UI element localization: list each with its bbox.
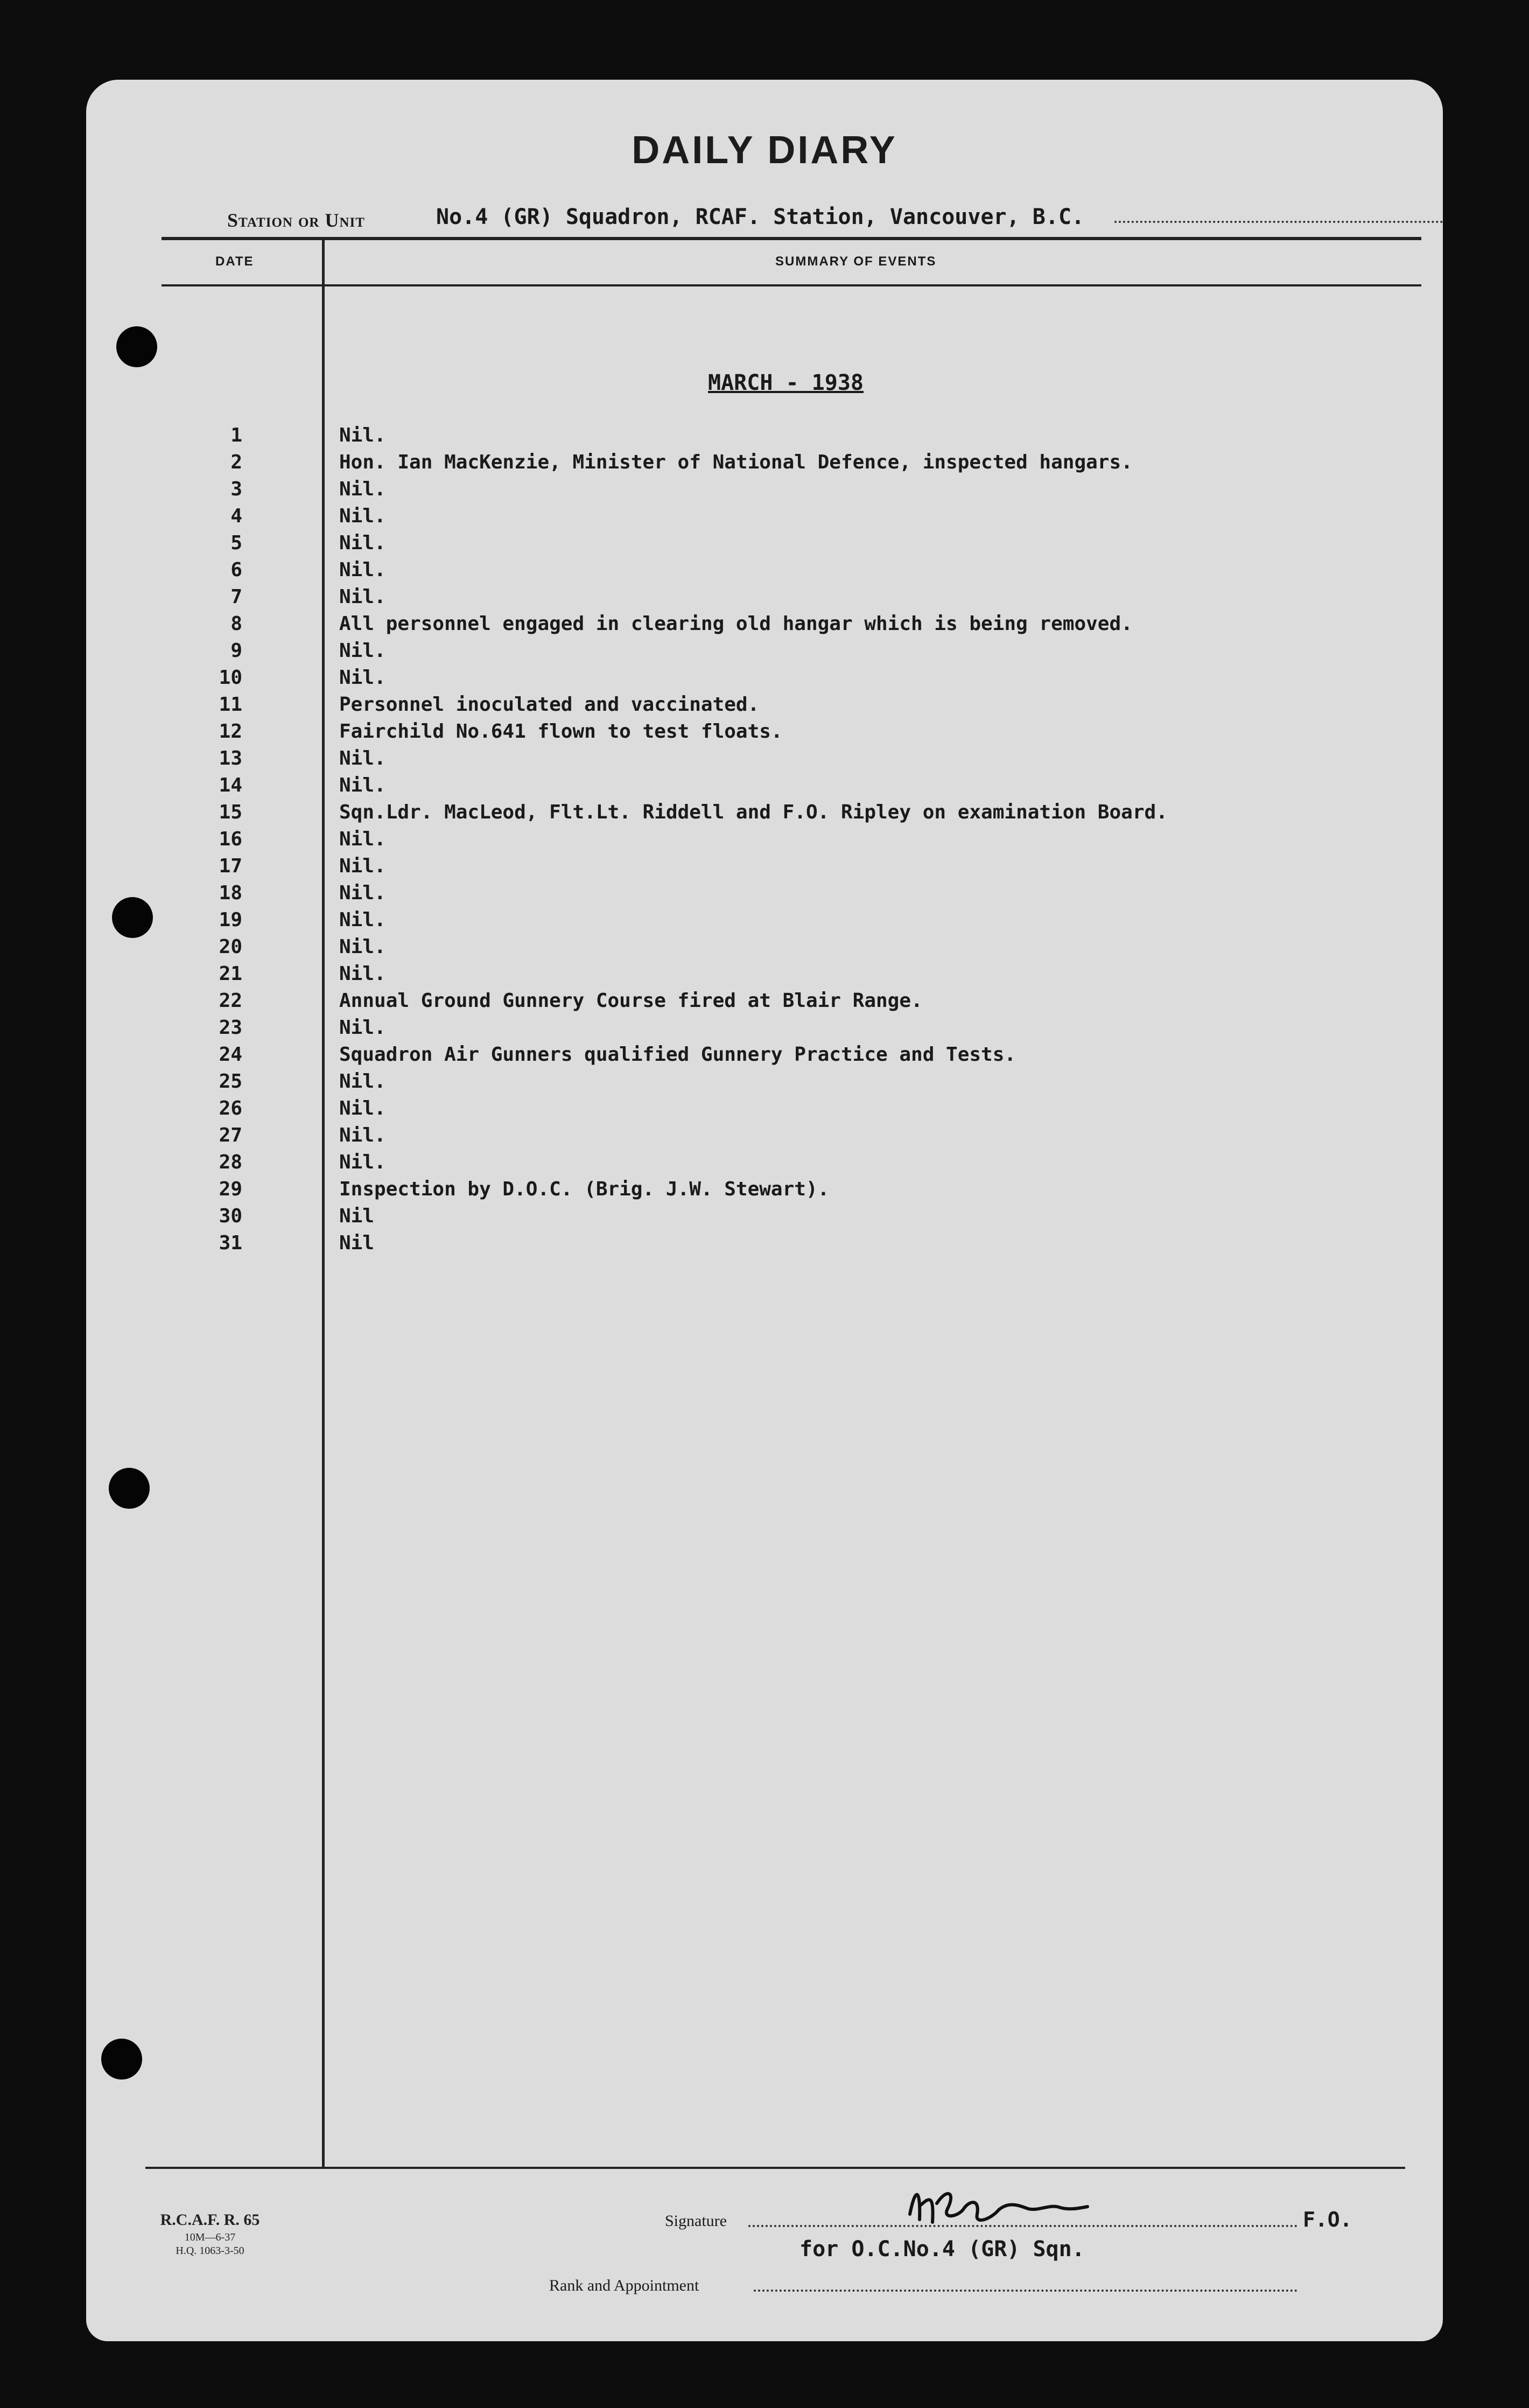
entry-text: Nil. [339, 747, 386, 769]
entry-date: 21 [219, 963, 242, 985]
entry-date: 29 [219, 1178, 242, 1200]
summary-column-header: SUMMARY OF EVENTS [775, 254, 937, 269]
entry-text: Nil. [339, 559, 386, 581]
diary-entry [86, 532, 1443, 559]
entry-text: Nil [339, 1232, 375, 1254]
entry-text: Nil. [339, 855, 386, 877]
entry-text: Hon. Ian MacKenzie, Minister of National Defence, inspected hangars. [339, 451, 1133, 473]
punch-hole [101, 2039, 142, 2080]
station-dotted-line [1114, 221, 1443, 223]
entry-text: Nil. [339, 882, 386, 904]
diary-entry [86, 936, 1443, 963]
entry-date: 28 [219, 1151, 242, 1173]
diary-entry [86, 1232, 1443, 1259]
print-code: 10M—6-37 [184, 2231, 236, 2243]
entry-text: Nil. [339, 478, 386, 500]
signature-for-line: for O.C.No.4 (GR) Sqn. [799, 2237, 1085, 2262]
entry-date: 10 [219, 667, 242, 689]
entry-date: 7 [230, 586, 242, 608]
diary-entry [86, 640, 1443, 667]
diary-entry [86, 559, 1443, 586]
diary-entry [86, 694, 1443, 720]
entry-text: Nil. [339, 828, 386, 850]
entry-text: Nil [339, 1205, 375, 1227]
diary-entry [86, 586, 1443, 613]
diary-entry [86, 801, 1443, 828]
entry-date: 5 [230, 532, 242, 554]
entry-date: 18 [219, 882, 242, 904]
diary-entry [86, 855, 1443, 882]
diary-entry [86, 909, 1443, 936]
diary-entry [86, 963, 1443, 990]
footer-rule [145, 2167, 1405, 2169]
entry-date: 25 [219, 1070, 242, 1093]
diary-entry [86, 720, 1443, 747]
diary-entry [86, 1151, 1443, 1178]
entry-date: 12 [219, 720, 242, 743]
entry-text: Nil. [339, 936, 386, 958]
entry-date: 17 [219, 855, 242, 877]
diary-entry [86, 613, 1443, 640]
diary-entry [86, 424, 1443, 451]
header-rule-bottom [162, 284, 1421, 286]
entry-date: 9 [230, 640, 242, 662]
punch-hole [109, 1468, 150, 1509]
entry-date: 27 [219, 1124, 242, 1146]
page-title: DAILY DIARY [632, 129, 897, 172]
entry-text: Squadron Air Gunners qualified Gunnery Practice and Tests. [339, 1044, 1016, 1066]
diary-entry [86, 505, 1443, 532]
entry-text: Sqn.Ldr. MacLeod, Flt.Lt. Riddell and F.O. Ripley on examination Board. [339, 801, 1168, 823]
header-rule-top [162, 237, 1421, 240]
entry-text: Personnel inoculated and vaccinated. [339, 694, 760, 716]
entry-text: Nil. [339, 1017, 386, 1039]
station-value: No.4 (GR) Squadron, RCAF. Station, Vancouver, B.C. [436, 205, 1085, 229]
diary-entry [86, 990, 1443, 1017]
rank-appointment-label: Rank and Appointment [549, 2277, 699, 2294]
diary-entry [86, 1205, 1443, 1232]
diary-entry [86, 774, 1443, 801]
entry-date: 13 [219, 747, 242, 769]
entry-text: Nil. [339, 1151, 386, 1173]
entry-text: Nil. [339, 963, 386, 985]
entry-text: Nil. [339, 774, 386, 796]
entry-text: Inspection by D.O.C. (Brig. J.W. Stewart). [339, 1178, 830, 1200]
diary-entry [86, 1070, 1443, 1097]
entry-text: Nil. [339, 424, 386, 446]
month-heading: MARCH - 1938 [708, 370, 864, 395]
entry-text: Nil. [339, 505, 386, 527]
diary-entry [86, 451, 1443, 478]
entry-text: All personnel engaged in clearing old hangar which is being removed. [339, 613, 1133, 635]
entry-text: Nil. [339, 532, 386, 554]
entry-date: 16 [219, 828, 242, 850]
diary-entry [86, 1017, 1443, 1044]
entry-text: Nil. [339, 1070, 386, 1093]
entry-date: 11 [219, 694, 242, 716]
entry-date: 3 [230, 478, 242, 500]
diary-entry [86, 1097, 1443, 1124]
entry-date: 20 [219, 936, 242, 958]
entry-text: Fairchild No.641 flown to test floats. [339, 720, 783, 743]
entry-date: 31 [219, 1232, 242, 1254]
signature-rank: F.O. [1303, 2208, 1352, 2231]
entry-date: 2 [230, 451, 242, 473]
entry-date: 24 [219, 1044, 242, 1066]
diary-entry [86, 478, 1443, 505]
entry-text: Nil. [339, 640, 386, 662]
entry-date: 1 [230, 424, 242, 446]
entry-text: Nil. [339, 1097, 386, 1119]
entry-date: 4 [230, 505, 242, 527]
diary-page [86, 80, 1443, 2341]
entry-date: 30 [219, 1205, 242, 1227]
date-column-header: DATE [215, 254, 254, 269]
entry-date: 19 [219, 909, 242, 931]
entry-date: 6 [230, 559, 242, 581]
diary-entry [86, 882, 1443, 909]
signature-label: Signature [665, 2212, 727, 2230]
hq-code: H.Q. 1063-3-50 [176, 2245, 244, 2257]
form-reference [145, 2211, 275, 2257]
entry-text: Nil. [339, 1124, 386, 1146]
entry-date: 15 [219, 801, 242, 823]
handwritten-signature [904, 2176, 1093, 2236]
diary-entry [86, 1124, 1443, 1151]
punch-hole [116, 326, 157, 367]
diary-entry [86, 1044, 1443, 1070]
form-number: R.C.A.F. R. 65 [160, 2211, 260, 2229]
entry-text: Annual Ground Gunnery Course fired at Blair Range. [339, 990, 923, 1012]
diary-entry [86, 828, 1443, 855]
entry-text: Nil. [339, 667, 386, 689]
entry-text: Nil. [339, 586, 386, 608]
station-label: Station or Unit [227, 209, 365, 231]
diary-entry [86, 667, 1443, 694]
diary-entry [86, 747, 1443, 774]
entry-text: Nil. [339, 909, 386, 931]
diary-entry [86, 1178, 1443, 1205]
entry-date: 14 [219, 774, 242, 796]
entry-date: 22 [219, 990, 242, 1012]
rank-dotted-line [754, 2290, 1297, 2292]
entry-date: 26 [219, 1097, 242, 1119]
entry-date: 23 [219, 1017, 242, 1039]
entry-date: 8 [230, 613, 242, 635]
